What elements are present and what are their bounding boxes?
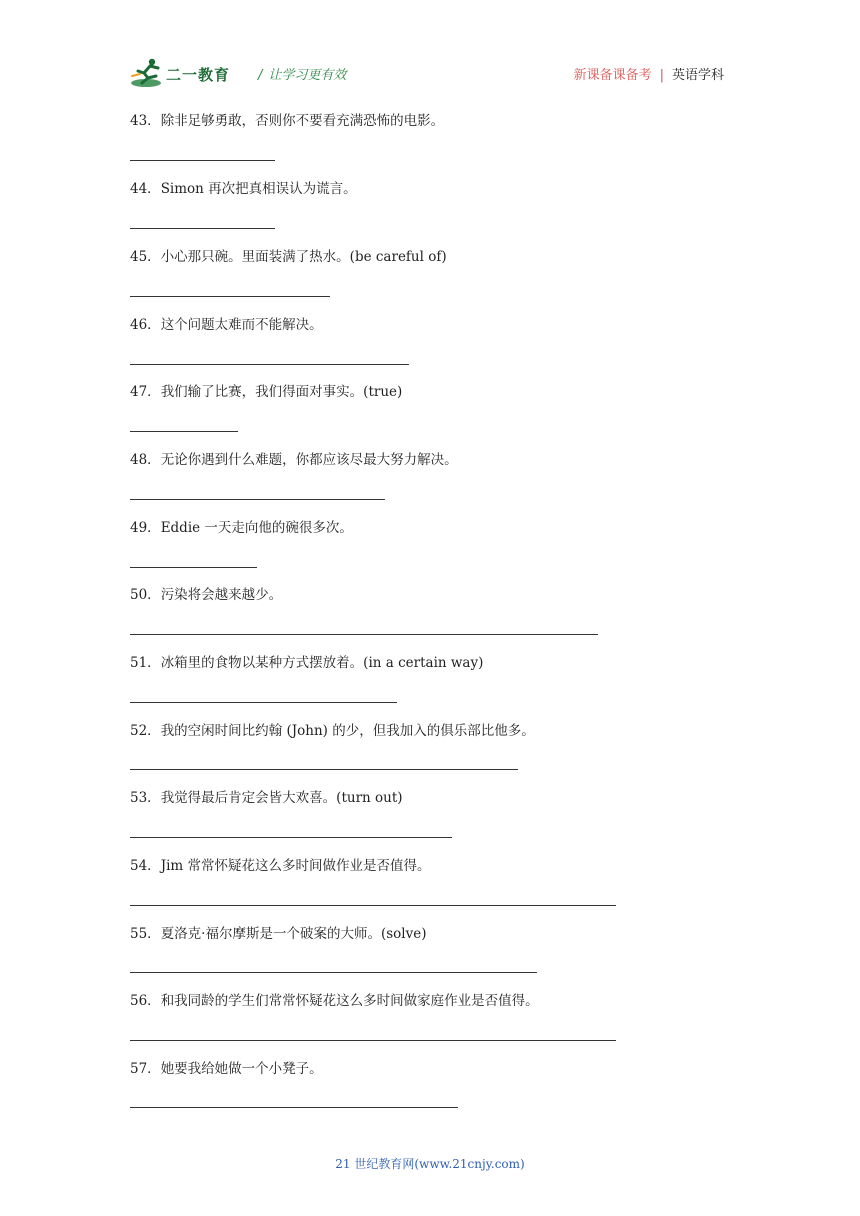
slogan-slash: / [258, 68, 263, 83]
question-51 [130, 654, 483, 672]
logo-text: 二一教育 [166, 66, 231, 84]
answer-line-55[interactable] [130, 972, 537, 973]
question-text: Jim 常常怀疑花这么多时间做作业是否值得。 [160, 858, 431, 874]
question-number: 50． [130, 587, 161, 603]
answer-line-44[interactable] [130, 228, 275, 229]
question-46 [130, 316, 323, 334]
question-text: 冰箱里的食物以某种方式摆放着。(in a certain way) [160, 655, 484, 671]
question-text: 小心那只碗。里面装满了热水。(be careful of) [160, 249, 447, 265]
question-48 [130, 451, 458, 469]
question-57 [130, 1060, 323, 1078]
question-text: Eddie 一天走向他的碗很多次。 [160, 520, 353, 536]
question-text: 无论你遇到什么难题，你都应该尽最大努力解决。 [160, 452, 458, 468]
slogan [258, 64, 346, 83]
question-52 [130, 722, 535, 740]
question-56 [130, 992, 539, 1010]
answer-line-50[interactable] [130, 634, 598, 635]
question-text: 污染将会越来越少。 [160, 587, 283, 603]
question-number: 43． [130, 113, 161, 129]
question-number: 45． [130, 249, 161, 265]
subject-label: 英语学科 [671, 68, 724, 83]
question-47 [130, 383, 402, 401]
logo [130, 56, 242, 90]
question-number: 49． [130, 520, 161, 536]
question-number: 53． [130, 790, 161, 806]
question-53 [130, 789, 403, 807]
answer-line-51[interactable] [130, 702, 397, 703]
question-text: 她要我给她做一个小凳子。 [160, 1061, 323, 1077]
question-text: 这个问题太难而不能解决。 [160, 317, 323, 333]
question-55 [130, 925, 427, 943]
question-number: 44． [130, 181, 161, 197]
question-43 [130, 112, 444, 130]
answer-line-46[interactable] [130, 364, 409, 365]
answer-line-49[interactable] [130, 567, 257, 568]
page-header [130, 56, 730, 90]
answer-line-48[interactable] [130, 499, 385, 500]
header-right [574, 64, 724, 83]
question-number: 57． [130, 1061, 161, 1077]
question-54 [130, 857, 431, 875]
question-text: 我的空闲时间比约翰 (John) 的少，但我加入的俱乐部比他多。 [160, 723, 535, 739]
page-footer: 21 世纪教育网(www.21cnjy.com) [335, 1157, 525, 1171]
answer-line-54[interactable] [130, 905, 616, 906]
question-text: Simon 再次把真相误认为谎言。 [160, 181, 357, 197]
question-text: 除非足够勇敢，否则你不要看充满恐怖的电影。 [160, 113, 445, 129]
question-number: 52． [130, 723, 161, 739]
question-49 [130, 519, 353, 537]
question-number: 56． [130, 993, 161, 1009]
question-number: 47． [130, 384, 161, 400]
answer-line-45[interactable] [130, 296, 330, 297]
question-number: 51． [130, 655, 161, 671]
question-45 [130, 248, 447, 266]
question-number: 46． [130, 317, 161, 333]
answer-line-57[interactable] [130, 1107, 458, 1108]
question-50 [130, 586, 282, 604]
question-text: 和我同龄的学生们常常怀疑花这么多时间做家庭作业是否值得。 [160, 993, 539, 1009]
question-number: 55． [130, 926, 161, 942]
answer-line-56[interactable] [130, 1040, 616, 1041]
answer-line-52[interactable] [130, 769, 518, 770]
course-label: 新课备课备考 [573, 68, 652, 83]
header-separator: | [659, 68, 664, 83]
answer-line-43[interactable] [130, 160, 275, 161]
question-number: 54． [130, 858, 161, 874]
answer-line-47[interactable] [130, 431, 238, 432]
question-text: 我们输了比赛，我们得面对事实。(true) [160, 384, 403, 400]
question-text: 夏洛克·福尔摩斯是一个破案的大师。(solve) [160, 926, 427, 942]
question-text: 我觉得最后肯定会皆大欢喜。(turn out) [160, 790, 403, 806]
runner-logo-icon [130, 56, 166, 90]
answer-line-53[interactable] [130, 837, 452, 838]
question-44 [130, 180, 357, 198]
question-number: 48． [130, 452, 161, 468]
slogan-text: 让学习更有效 [268, 68, 347, 83]
